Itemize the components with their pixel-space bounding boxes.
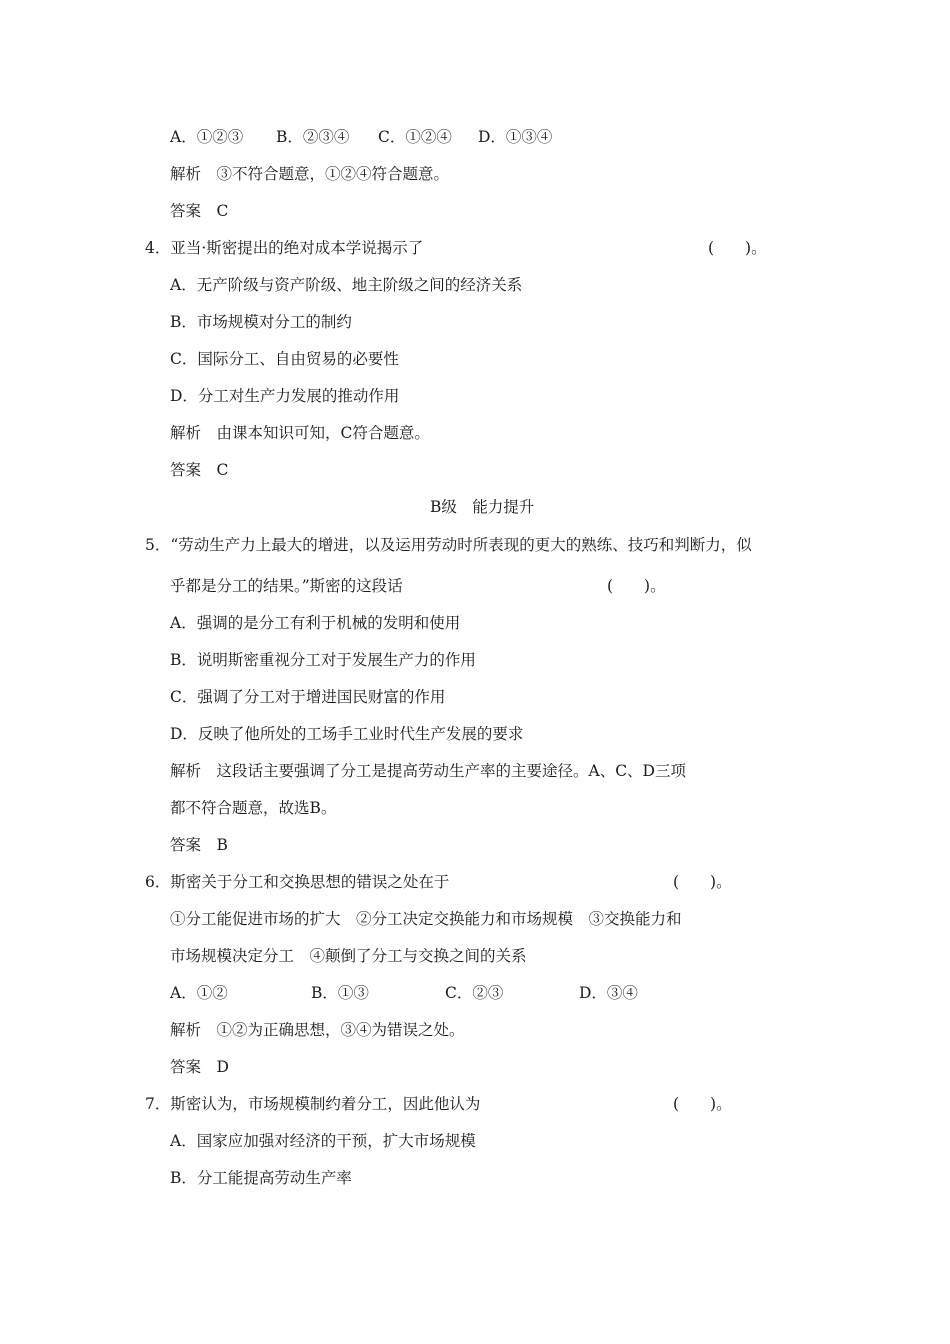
q6-items-line1: ①分工能促进市场的扩大 ②分工决定交换能力和市场规模 ③交换能力和 [170,910,682,928]
q3-option-b: B．②③④ [276,128,350,146]
q7-option-b: B．分工能提高劳动生产率 [170,1169,352,1187]
q5-option-a: A．强调的是分工有利于机械的发明和使用 [170,614,461,632]
q6-analysis: 解析 ①②为正确思想，③④为错误之处。 [170,1021,465,1039]
q6-answer-blank: ( )。 [673,873,732,891]
q7-option-a: A．国家应加强对经济的干预，扩大市场规模 [170,1132,476,1150]
q6-option-a: A．①② [170,984,228,1002]
q6-option-d: D．③④ [579,984,638,1002]
q6-items-line2: 市场规模决定分工 ④颠倒了分工与交换之间的关系 [170,947,527,965]
q6-stem: 6．斯密关于分工和交换思想的错误之处在于 [145,873,450,891]
q3-analysis: 解析 ③不符合题意，①②④符合题意。 [170,165,450,183]
q4-analysis: 解析 由课本知识可知，C符合题意。 [170,424,430,442]
section-heading: B级 能力提升 [430,498,535,516]
q3-option-a: A．①②③ [170,128,244,146]
q5-answer-blank: ( )。 [607,577,666,595]
q5-analysis-line2: 都不符合题意，故选B。 [170,799,337,817]
q7-answer-blank: ( )。 [673,1095,732,1113]
q5-option-d: D．反映了他所处的工场手工业时代生产发展的要求 [170,725,524,743]
q4-option-b: B．市场规模对分工的制约 [170,313,352,331]
q7-stem: 7．斯密认为，市场规模制约着分工，因此他认为 [145,1095,481,1113]
q6-option-c: C．②③ [445,984,504,1002]
q5-stem-line2: 乎都是分工的结果。”斯密的这段话 [170,577,403,595]
q3-option-c: C．①②④ [378,128,452,146]
q5-stem-line1: 5．“劳动生产力上最大的增进，以及运用劳动时所表现的更大的熟练、技巧和判断力，似 [145,536,752,554]
q5-option-c: C．强调了分工对于增进国民财富的作用 [170,688,446,706]
q3-option-d: D．①③④ [478,128,553,146]
q4-option-a: A．无产阶级与资产阶级、地主阶级之间的经济关系 [170,276,523,294]
q3-answer: 答案 C [170,202,229,220]
q4-answer: 答案 C [170,461,229,479]
q5-answer: 答案 B [170,836,228,854]
q6-answer: 答案 D [170,1058,229,1076]
q4-option-c: C．国际分工、自由贸易的必要性 [170,350,399,368]
q5-analysis-line1: 解析 这段话主要强调了分工是提高劳动生产率的主要途径。A、C、D三项 [170,762,686,780]
q6-option-b: B．①③ [311,984,369,1002]
q5-option-b: B．说明斯密重视分工对于发展生产力的作用 [170,651,476,669]
q4-answer-blank: ( )。 [708,239,767,257]
q4-option-d: D．分工对生产力发展的推动作用 [170,387,400,405]
q4-stem: 4．亚当·斯密提出的绝对成本学说揭示了 [145,239,424,257]
